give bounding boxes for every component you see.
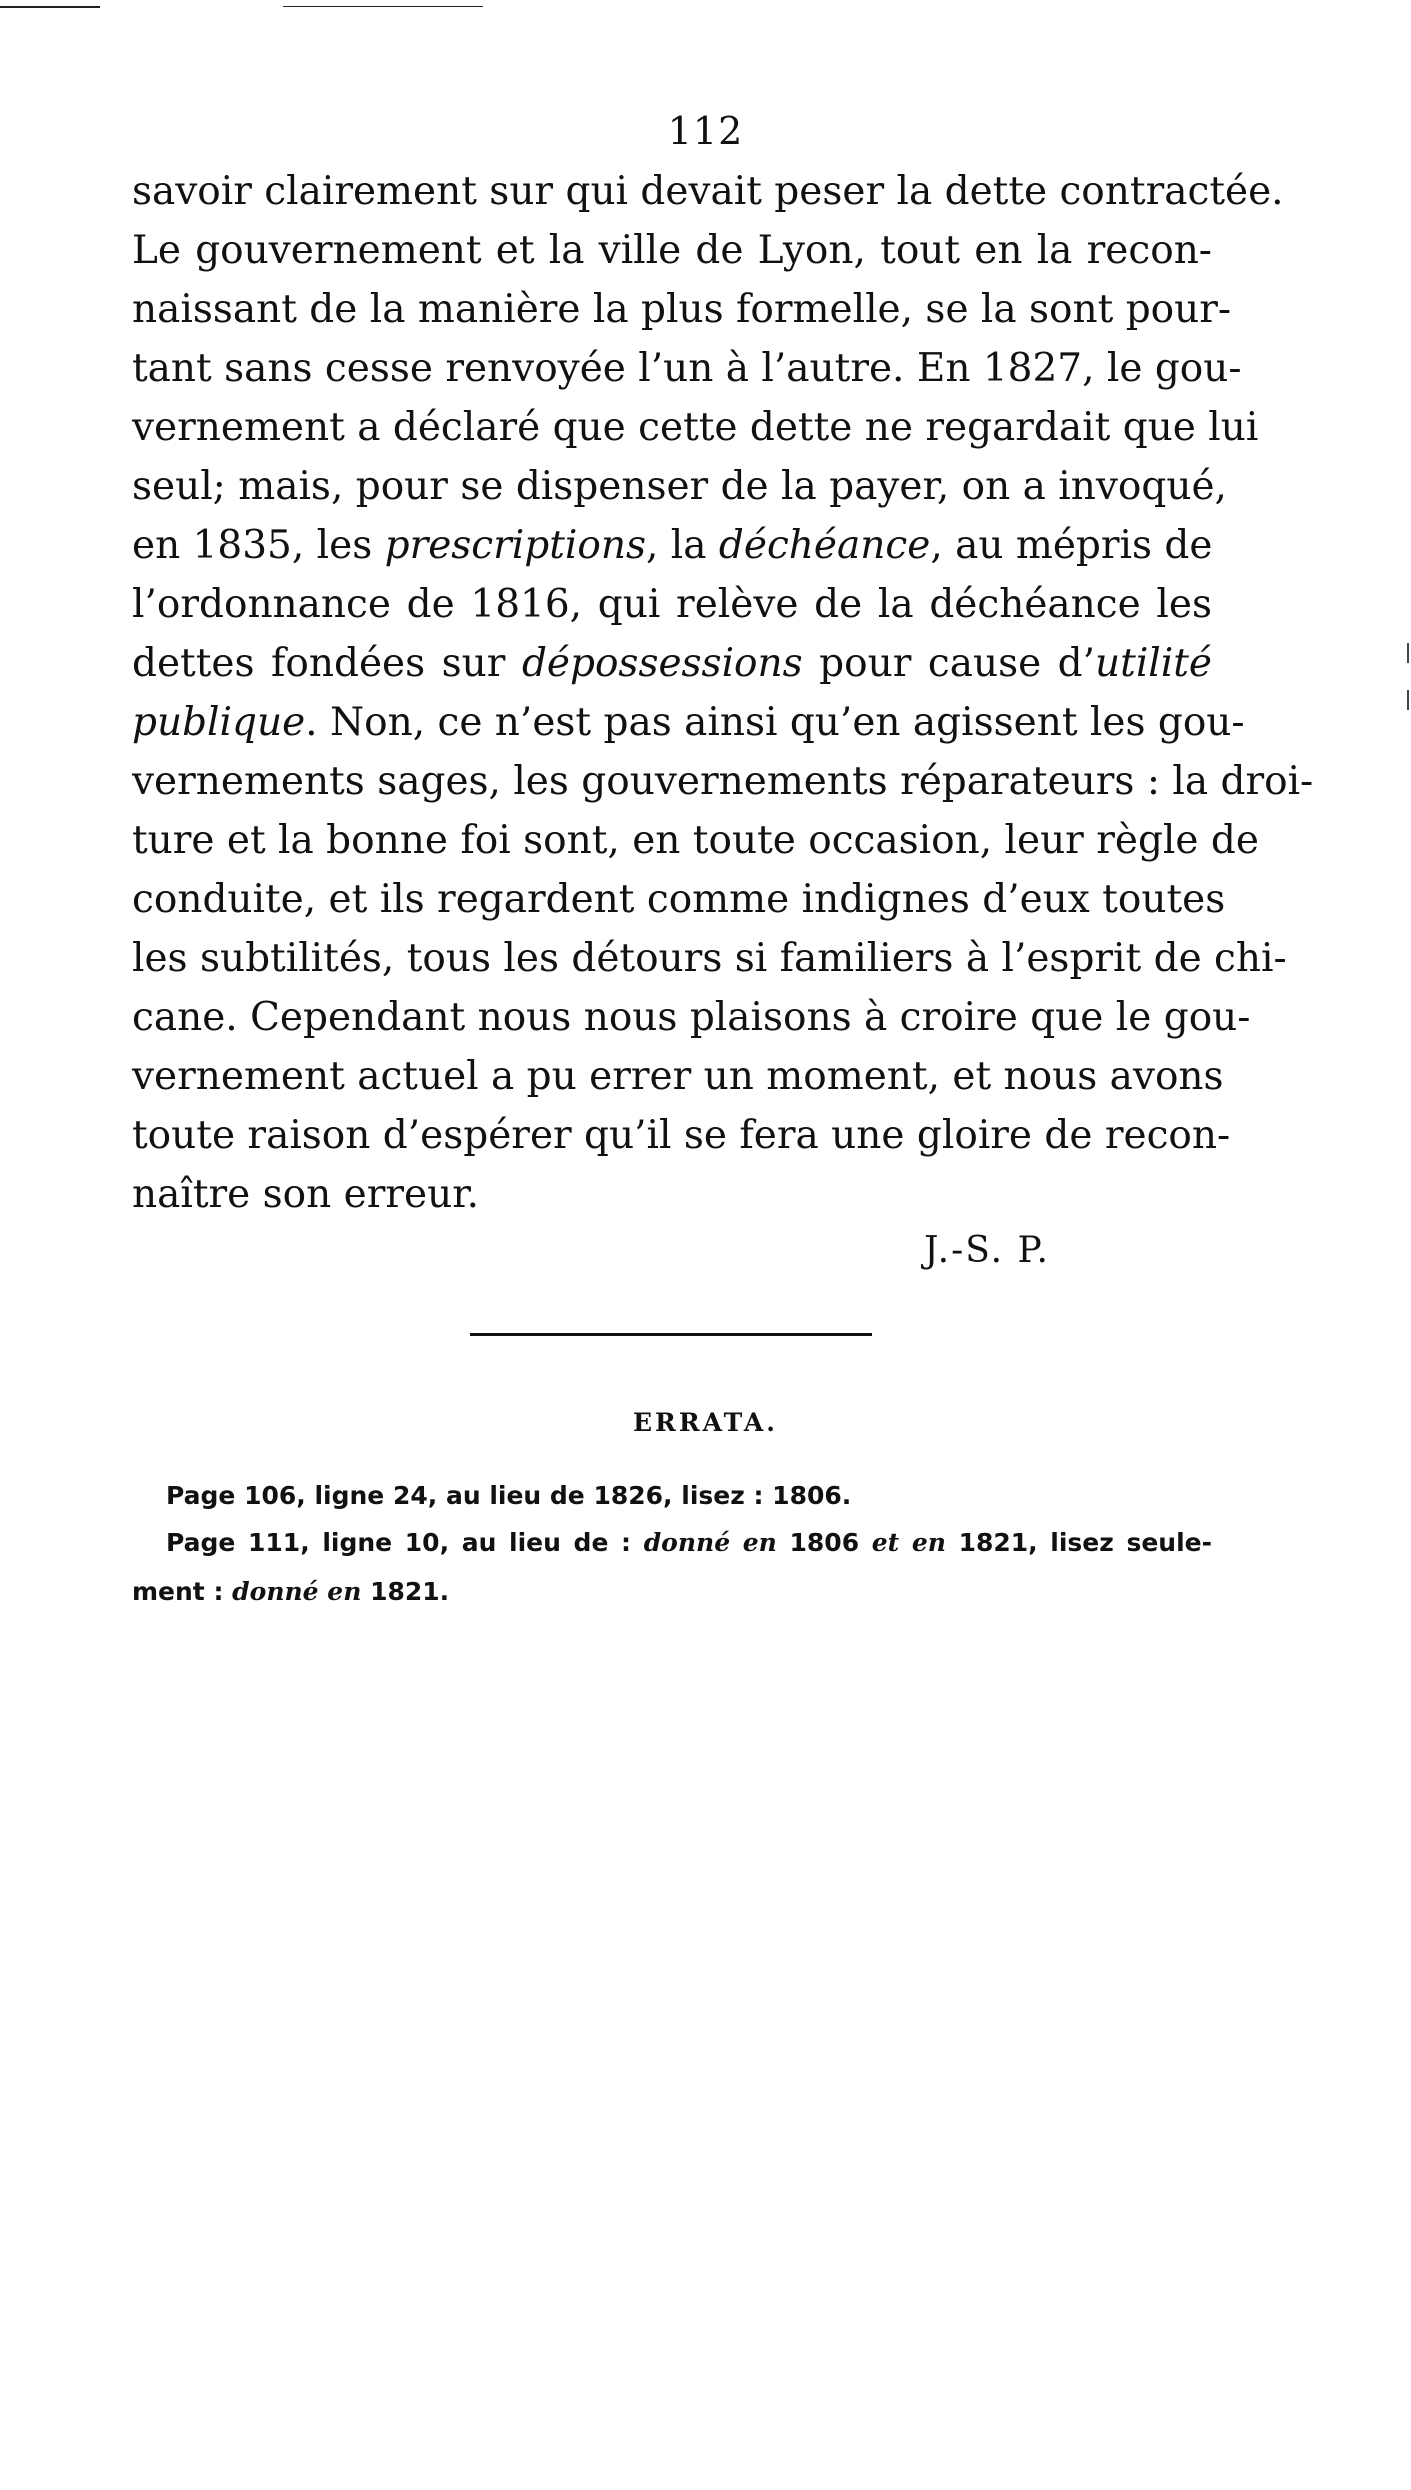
body-line-13: conduite, et ils regardent comme indignes d’eux toutes	[132, 877, 1226, 922]
body-line-10: publique. Non, ce n’est pas ainsi qu’en agissent les gou-	[132, 700, 1245, 745]
body-line-1: savoir clairement sur qui devait peser la dette contractée.	[132, 169, 1284, 214]
body-text	[132, 162, 1314, 1224]
errata-title: ERRATA.	[633, 1408, 778, 1437]
body-line-8: l’ordonnance de 1816, qui relève de la déchéance les	[132, 582, 1212, 627]
body-line-16: vernement actuel a pu errer un moment, et nous avons	[132, 1054, 1224, 1099]
errata-entry-2-continued: ment : donné en 1821.	[132, 1577, 450, 1606]
body-line-11: vernements sages, les gouvernements réparateurs : la droi-	[132, 759, 1314, 804]
errata-entry-2: Page 111, ligne 10, au lieu de : donné en 1806 et en 1821, lisez seule-	[166, 1528, 1212, 1557]
edge-mark-top	[1407, 643, 1409, 663]
body-line-5: vernement a déclaré que cette dette ne regardait que lui	[132, 405, 1259, 450]
body-line-18: naître son erreur.	[132, 1172, 479, 1217]
body-line-2: Le gouvernement et la ville de Lyon, tout en la recon-	[132, 228, 1212, 273]
scan-mark-left	[0, 6, 100, 8]
edge-mark-bottom	[1407, 690, 1409, 710]
body-line-6: seul; mais, pour se dispenser de la payer, on a invoqué,	[132, 464, 1227, 509]
signature: J.-S. P.	[924, 1230, 1050, 1271]
body-line-9: dettes fondées sur dépossessions pour cause d’utilité	[132, 641, 1212, 686]
section-divider	[470, 1333, 872, 1336]
page-number: 112	[667, 109, 744, 153]
body-line-17: toute raison d’espérer qu’il se fera une gloire de recon-	[132, 1113, 1231, 1158]
body-line-7: en 1835, les prescriptions, la déchéance, au mépris de	[132, 523, 1213, 568]
errata-entry-1: Page 106, ligne 24, au lieu de 1826, lisez : 1806.	[166, 1481, 852, 1510]
body-line-3: naissant de la manière la plus formelle, se la sont pour-	[132, 287, 1232, 332]
scan-mark-right	[283, 6, 483, 7]
body-line-4: tant sans cesse renvoyée l’un à l’autre. En 1827, le gou-	[132, 346, 1242, 391]
body-line-15: cane. Cependant nous nous plaisons à croire que le gou-	[132, 995, 1251, 1040]
body-line-12: ture et la bonne foi sont, en toute occasion, leur règle de	[132, 818, 1259, 863]
body-line-14: les subtilités, tous les détours si familiers à l’esprit de chi-	[132, 936, 1287, 981]
